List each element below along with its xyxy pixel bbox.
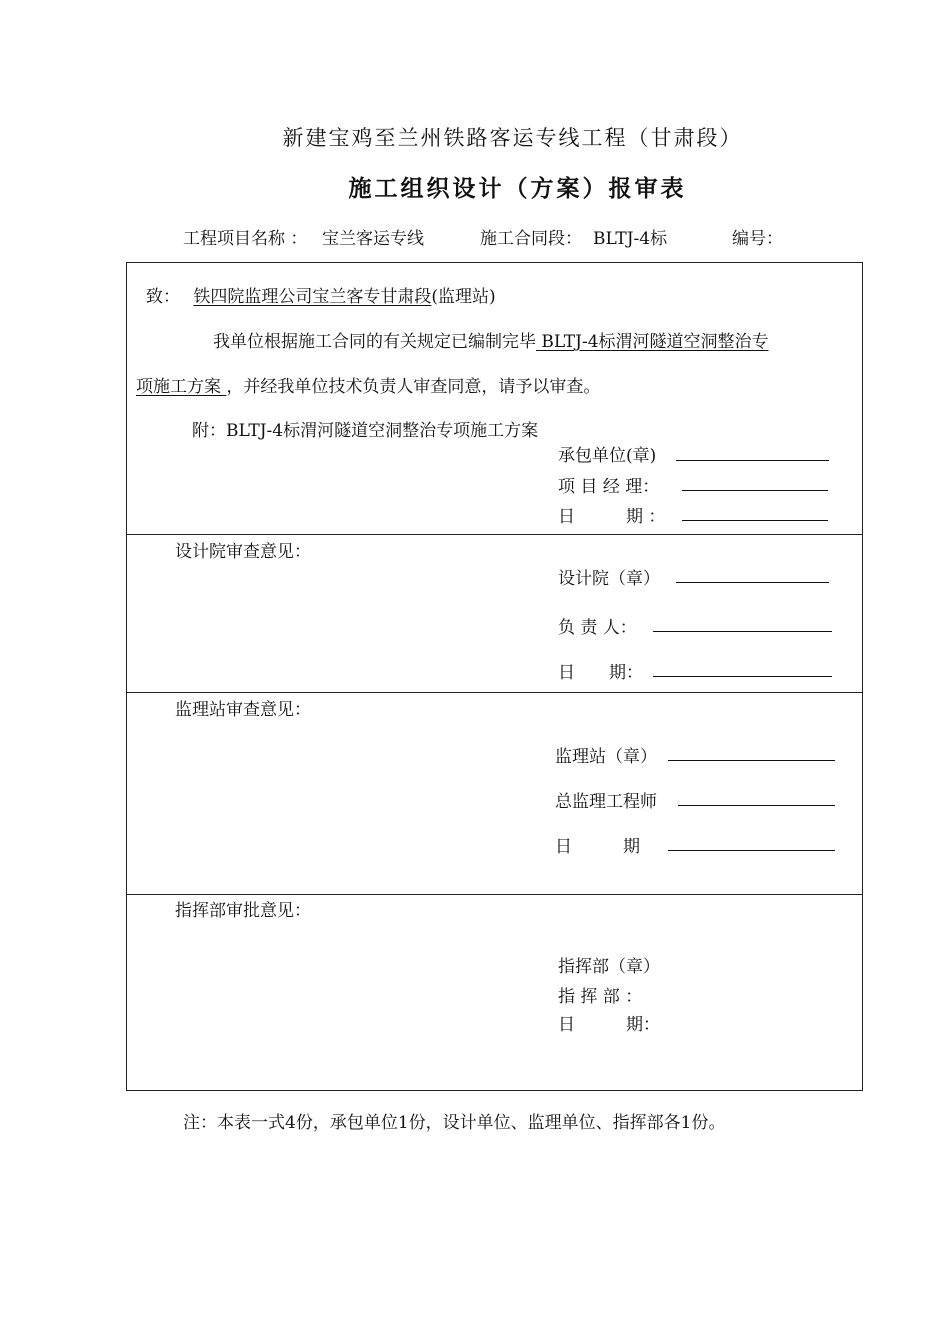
headquarters-opinion-heading: 指挥部审批意见：	[175, 901, 311, 921]
supervision-seal-label: 监理站（章）	[555, 747, 657, 767]
recipient-suffix: (监理站)	[431, 287, 496, 307]
contractor-seal-label: 承包单位(章)	[558, 446, 657, 466]
design-responsible-label: 负 责 人：	[558, 618, 637, 638]
project-name-label: 工程项目名称 ：	[183, 229, 308, 249]
contractor-seal-line	[676, 460, 829, 461]
contractor-date-line	[682, 520, 828, 521]
headquarters-seal-label: 指挥部（章）	[558, 957, 660, 977]
design-institute-opinion-heading: 设计院审查意见：	[175, 542, 311, 562]
supervision-date-label: 日 期	[555, 837, 640, 857]
submission-plan-name: BLTJ-4标渭河隧道空洞整治专	[541, 332, 769, 352]
submission-prefix: 我单位根据施工合同的有关规定已编制完毕	[213, 332, 536, 352]
design-date-line	[653, 676, 832, 677]
supervision-opinion-heading: 监理站审查意见：	[175, 700, 311, 720]
contractor-date-label: 日 期 ：	[558, 507, 666, 527]
chief-engineer-line	[678, 805, 835, 806]
footnote: 注：本表一式4份，承包单位1份，设计单位、监理单位、指挥部各1份。	[183, 1113, 726, 1133]
contract-section-label: 施工合同段：	[480, 229, 582, 249]
design-responsible-line	[653, 631, 832, 632]
submission-suffix: ，并经我单位技术负责人审查同意，请予以审查。	[226, 377, 601, 397]
attachment-note: 附：BLTJ-4标渭河隧道空洞整治专项施工方案	[192, 421, 539, 441]
form-title: 施工组织设计（方案）报审表	[348, 175, 687, 202]
document-header: 新建宝鸡至兰州铁路客运专线工程（甘肃段）	[282, 126, 743, 150]
contract-section-value: BLTJ-4标	[593, 229, 668, 249]
section-divider	[126, 534, 863, 535]
headquarters-date-label: 日 期：	[558, 1015, 660, 1035]
design-institute-seal-label: 设计院（章）	[558, 569, 660, 589]
headquarters-signer-label: 指 挥 部 ：	[558, 987, 643, 1007]
section-divider	[126, 692, 863, 693]
supervision-seal-line	[668, 760, 835, 761]
supervision-date-line	[668, 850, 835, 851]
chief-engineer-label: 总监理工程师	[555, 792, 657, 812]
section-divider	[126, 894, 863, 895]
submission-line-1	[213, 327, 769, 352]
form-number-label: 编号：	[732, 229, 783, 249]
recipient-label: 致：	[146, 287, 180, 307]
project-manager-label: 项 目 经 理：	[558, 477, 660, 497]
recipient-value: 铁四院监理公司宝兰客专甘肃段	[193, 287, 432, 307]
project-name-value: 宝兰客运专线	[322, 229, 424, 249]
submission-line-2	[136, 372, 600, 397]
recipient-row	[146, 282, 496, 307]
submission-plan-name-cont: 项施工方案	[136, 377, 221, 397]
design-date-label: 日 期：	[558, 663, 643, 683]
project-manager-line	[682, 490, 828, 491]
design-institute-seal-line	[676, 582, 829, 583]
